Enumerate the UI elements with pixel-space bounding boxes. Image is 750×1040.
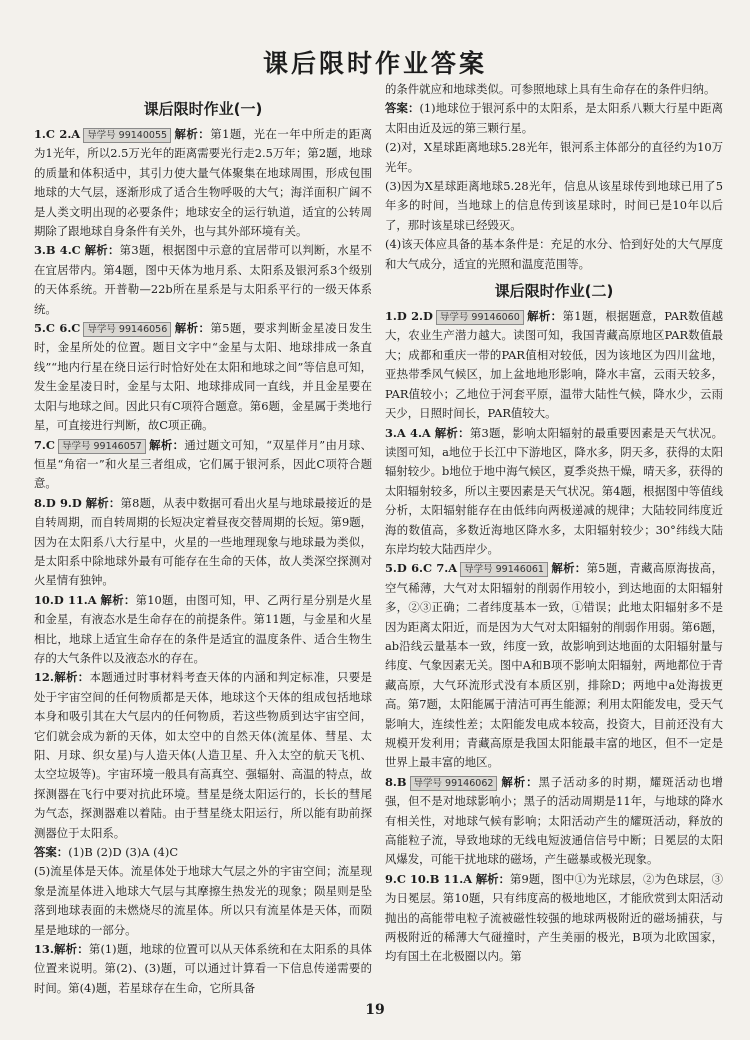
- answer-12: 12.解析：本题通过时事材料考查天体的内涵和判定标准，只要是处于宇宙空间的任何物质都是天体，地球这个天体的组成包括地球本身和吸引其在大气层内的任何物质，若这些物质到达宇宙空间，它们就会成为新的天体，如太空中的自然天体(流星体、彗星、太阳、月球、织女星)与人造天体(人造卫星、升入太空的航天飞机、太空垃圾等)。宇宙环境一般具有高真空、强辐射、高温的特点，故探测器在飞行中要对抗此环境。彗星是绕太阳运行的，长长的彗尾为气态，探测器难以着陆。由于彗星绕太阳运行，所以能有助前探测器位于太阳系。: [34, 670, 372, 840]
- answer-13-part2: (2)对，X星球距离地球5.28光年，银河系主体部分的直径约为10万光年。: [385, 140, 723, 174]
- answer-1-2: 1.C 2.A 导学号 99140055 解析：第1题，光在一年中所走的距离为1光年，所以2.5万光年的距离需要光行走2.5万年；第2题，地球的质量和体积适中，其引力使大量气体聚集在地球周围，形成包围地球的大气层，逐渐形成了适合生物呼吸的大气；海洋面积广阔不是人类文明出现的必要条件；地球安全的运行轨道，适宜的公转周期除了跟地球自身条件有关外，也与其外部环境有关。: [34, 127, 372, 239]
- answer-13-part3: (3)因为X星球距离地球5.28光年，信息从该星球传到地球已用了5年多的时间，当地球上的信息传到该星球时，时间已是10年以后了，那时该星球已经毁灭。: [385, 179, 723, 232]
- answer-2-1-2: 1.D 2.D 导学号 99146060 解析：第1题，根据题意，PAR数值越大，农业生产潜力越大。读图可知，我国青藏高原地区PAR数值最大；成都和重庆一带的PAR值相对较低，因为该地区为四川盆地，亚热带季风气候区，加上盆地地形影响，降水丰富，云雨天较多，PAR值较小；乙地位于河套平原，温带大陆性气候，降水少，云雨天少，日照时间长，PAR值较大。: [385, 309, 723, 421]
- answer-13-part4: (4)该天体应具备的基本条件是：充足的水分、恰到好处的大气厚度和大气成分，适宜的光照和温度范围等。: [385, 237, 723, 271]
- answer-13: 13.解析：第(1)题，地球的位置可以从天体系统和在太阳系的具体位置来说明。第(2)、(3)题，可以通过计算看一下信息传递需要的时间。第(4)题，若星球存在生命，它所具备: [34, 942, 372, 995]
- right-column: [385, 80, 723, 967]
- answer-12-part5: (5)流星体是天体。流星体处于地球大气层之外的宇宙空间；流星现象是流星体进入地球大气层与其摩擦生热发光的现象；陨星则是坠落到地球表面的未燃烧尽的流星体。所以只有流星体是天体，而陨星是地球的一部分。: [34, 864, 372, 937]
- answer-2-5-7: 5.D 6.C 7.A 导学号 99146061 解析：第5题，青藏高原海拔高，空气稀薄，大气对太阳辐射的削弱作用较小，到达地面的太阳辐射多，②③正确；二者纬度基本一致，①错误；此地太阳辐射多不是因为距离太阳近，而是因为大气对太阳辐射的削弱作用弱。第6题，ab沿线云量基本一致，纬度一致，故影响到达地面的太阳辐射量与纬度、气象因素无关。图中A和B项不影响太阳辐射，两地都位于青藏高原，大气环流形式没有本质区别，排除D；两地中a处海拔更高。第7题，太阳能属于清洁可再生能源；利用太阳能发电，受天气影响大，连续性差；太阳能发电成本较高，投资大，目前还没有大规模开发利用；青藏高原是我国太阳能最丰富的地区，但不一定是世界上最丰富的地区。: [385, 561, 723, 770]
- guide-number-tag: 导学号 99146056: [83, 322, 171, 337]
- answer-13-key: 答案：(1)地球位于银河系中的太阳系，是太阳系八颗大行星中距离太阳由近及远的第三颗行星。: [385, 101, 723, 135]
- page-title: 课后限时作业答案: [262, 49, 487, 78]
- answer-12-key: 答案：(1)B (2)D (3)A (4)C: [34, 845, 179, 860]
- answer-2-8: 8.B 导学号 99146062 解析：黑子活动多的时期，耀斑活动也增强，但不是对地球影响小；黑子的活动周期是11年，与地球的降水有相关性，对地球气候有影响；太阳活动产生的耀斑活动，释放的高能粒子流，导致地球的无线电短波通信信号中断；日冕层的太阳风爆发，可能干扰地球的磁场，产生磁暴或极光现象。: [385, 774, 723, 867]
- section-title-2: 课后限时作业(二): [494, 282, 614, 301]
- answer-2-9-11: 9.C 10.B 11.A 解析：第9题，图中①为光球层，②为色球层，③为日冕层。第10题，只有纬度高的极地地区，才能欣赏到太阳活动抛出的高能带电粒子流被磁性较强的地球两极附近的磁场捕获，与两极附近的稀薄大气碰撞时，产生美丽的极光，B项为北欧国家，均有国土在北极圈以内。第: [385, 871, 724, 964]
- guide-number-tag: 导学号 99146060: [436, 310, 524, 325]
- answer-5-6: 5.C 6.C 导学号 99146056 解析：第5题，要求判断金星凌日发生时，金星所处的位置。题目文字中“金星与太阳、地球排成一条直线”“地内行星在绕日运行时恰好处在太阳和地球之间”等信息可知，发生金星凌日时，金星与太阳、地球排成同一直线，并且金星要在太阳与地球之间。因此只有C项符合题意。第6题，金星属于类地行星，可直接进行判断，故C项正确。: [34, 321, 372, 433]
- section-title-1: 课后限时作业(一): [143, 100, 263, 118]
- guide-number-tag: 导学号 99146057: [58, 439, 146, 454]
- answer-13-cont: 的条件就应和地球类似。可参照地球上具有生命存在的条件归纳。: [385, 82, 716, 96]
- answer-10-11: 10.D 11.A 解析：第10题，由图可知，甲、乙两行星分别是火星和金星，有液态水是生命存在的前提条件。第11题，与金星和火星相比，地球上适宜生命存在的条件是适宜的温度条件、适合生物生存的大气条件以及液态水的存在。: [34, 592, 372, 665]
- guide-number-tag: 导学号 99146061: [460, 562, 548, 577]
- guide-number-tag: 导学号 99146062: [410, 776, 498, 791]
- answer-8-9: 8.D 9.D 解析：第8题，从表中数据可看出火星与地球最接近的是自转周期，而自转周期的长短决定着昼夜交替周期的长短。第9题，因为在太阳系八大行星中，火星的一些地理现象与地球最为类似，是太阳系中除地球外最有可能存在生命的天体，故人类深空探测对火星情有独钟。: [34, 495, 372, 588]
- guide-number-tag: 导学号 99140055: [83, 128, 171, 143]
- left-column: [34, 92, 372, 998]
- answer-7: 7.C 导学号 99146057 解析：通过题文可知，“双星伴月”由月球、恒星“角宿一”和火星三者组成，它们属于银河系，因此C项符合题意。: [34, 437, 372, 491]
- page-number: 19: [365, 1002, 385, 1018]
- answer-2-3-4: 3.A 4.A 解析：第3题，影响太阳辐射的最重要因素是天气状况。读图可知，a地位于长江中下游地区，降水多，阴天多，获得的太阳辐射较少。b地位于地中海气候区，夏季炎热干燥，晴天多，获得的太阳辐射较多，所以主要因素是天气状况。第4题，根据图中等值线分析，太阳辐射能存在由低纬向两极递减的规律；大陆较同纬度近海的数值高，多数近海地区降水多，太阳辐射较少；30°纬线大陆东岸均较大陆西岸少。: [385, 425, 723, 556]
- answer-3-4: 3.B 4.C 解析：第3题，根据图中示意的宜居带可以判断，水星不在宜居带内。第4题，图中天体为地月系、太阳系及银河系3个级别的天体系统。开普勒—22b所在星系是与太阳系平行的一级天体系统。: [34, 243, 372, 316]
